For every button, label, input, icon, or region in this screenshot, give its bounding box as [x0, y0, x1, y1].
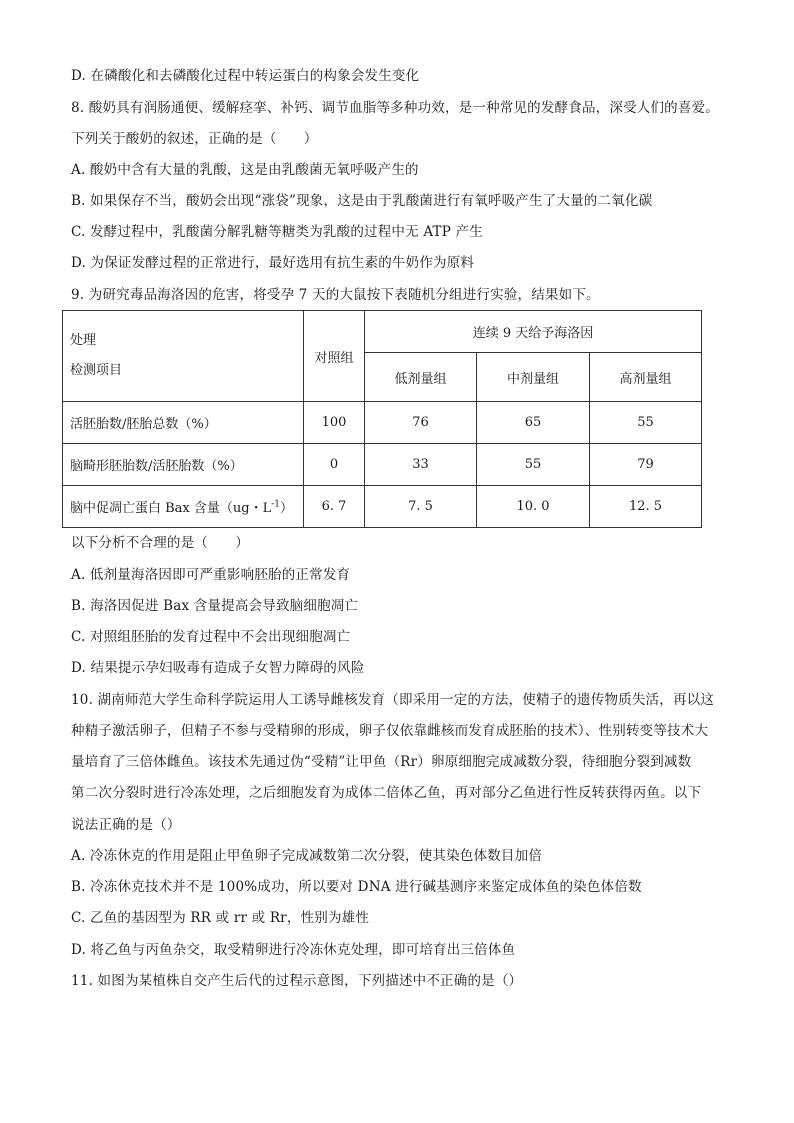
high-dose-header: 高剂量组: [590, 353, 702, 402]
table-header-row: [63, 311, 702, 353]
q8-option-b: B. 如果保存不当，酸奶会出现“涨袋”现象，这是由于乳酸菌进行有氧呼吸产生了大量的二氧化碳: [71, 193, 653, 209]
q10-option-a: A. 冷冻休克的作用是阻止甲鱼卵子完成减数第二次分裂，使其染色体数目加倍: [71, 848, 543, 864]
q10-stem-line-3: 量培育了三倍体雌鱼。该技术先通过伪“受精”让甲鱼（Rr）卵原细胞完成减数分裂，待细胞分裂到减数: [71, 754, 692, 770]
q8-option-a: A. 酸奶中含有大量的乳酸，这是由乳酸菌无氧呼吸产生的: [71, 162, 419, 178]
q9-option-d: D. 结果提示孕妇吸毒有造成子女智力障碍的风险: [71, 660, 365, 676]
table-cell: 55: [590, 402, 702, 444]
table-cell: 0: [304, 444, 365, 486]
table-cell: 12. 5: [590, 486, 702, 528]
unit-exponent: -1: [271, 499, 281, 510]
table-cell: 55: [477, 444, 590, 486]
row-label-text: 脑中促凋亡蛋白 Bax 含量（ug・L: [70, 501, 272, 516]
table-row: [63, 444, 702, 486]
table-row: [63, 402, 702, 444]
q9-option-c: C. 对照组胚胎的发育过程中不会出现细胞凋亡: [71, 629, 351, 645]
q8-stem-line-2: 下列关于酸奶的叙述，正确的是（ ）: [71, 131, 318, 147]
q9-option-b: B. 海洛因促进 Bax 含量提高会导致脑细胞凋亡: [71, 598, 359, 614]
row-label: 活胚胎数/胚胎总数（%）: [63, 402, 304, 444]
corner-label-items: 检测项目: [70, 363, 123, 378]
mid-dose-header: 中剂量组: [477, 353, 590, 402]
table-cell: 33: [365, 444, 477, 486]
row-label-tail: ）: [280, 501, 294, 516]
q9-option-a: A. 低剂量海洛因即可严重影响胚胎的正常发育: [71, 567, 351, 583]
q10-stem-line-1: 10. 湖南师范大学生命科学院运用人工诱导雌核发育（即采用一定的方法，使精子的遗传物质失活，再以这: [71, 692, 715, 708]
q11-stem: 11. 如图为某植株自交产生后代的过程示意图，下列描述中不正确的是（）: [71, 973, 523, 989]
table-row: [63, 486, 702, 528]
control-group-header: 对照组: [304, 311, 365, 402]
q10-stem-line-4: 第二次分裂时进行冷冻处理，之后细胞发育为成体二倍体乙鱼，再对部分乙鱼进行性反转获得丙鱼。以下: [71, 785, 702, 801]
table-cell: 79: [590, 444, 702, 486]
q10-stem-line-2: 种精子激活卵子，但精子不参与受精卵的形成，卵子仅依靠雌核而发育成胚胎的技术）、性别转变等技术大: [71, 723, 709, 739]
q8-stem-line-1: 8. 酸奶具有润肠通便、缓解痉挛、补钙、调节血脂等多种功效，是一种常见的发酵食品，深受人们的喜爱。: [71, 100, 719, 116]
row-label: 脑畸形胚胎数/活胚胎数（%）: [63, 444, 304, 486]
table-cell: 6. 7: [304, 486, 365, 528]
q10-option-b: B. 冷冻休克技术并不是 100%成功，所以要对 DNA 进行碱基测序来鉴定成体鱼的染色体倍数: [71, 879, 642, 895]
q9-stem: 9. 为研究毒品海洛因的危害，将受孕 7 天的大鼠按下表随机分组进行实验，结果如下。: [71, 287, 600, 303]
q10-stem-line-5: 说法正确的是（）: [71, 817, 181, 833]
low-dose-header: 低剂量组: [365, 353, 477, 402]
q9-question: 以下分析不合理的是（ ）: [71, 535, 250, 551]
q8-option-d: D. 为保证发酵过程的正常进行，最好选用有抗生素的牛奶作为原料: [71, 255, 475, 271]
table-cell: 65: [477, 402, 590, 444]
table-cell: 10. 0: [477, 486, 590, 528]
heroin-group-header: 连续 9 天给予海洛因: [365, 311, 702, 353]
row-label: [63, 486, 304, 528]
table-cell: 100: [304, 402, 365, 444]
q8-option-c: C. 发酵过程中，乳酸菌分解乳糖等糖类为乳酸的过程中无 ATP 产生: [71, 224, 483, 240]
q7-option-d: D. 在磷酸化和去磷酸化过程中转运蛋白的构象会发生变化: [71, 68, 420, 84]
table-corner-cell: [63, 311, 304, 402]
table-cell: 7. 5: [365, 486, 477, 528]
q10-option-c: C. 乙鱼的基因型为 RR 或 rr 或 Rr，性别为雄性: [71, 910, 370, 926]
experiment-table: [62, 310, 702, 528]
q10-option-d: D. 将乙鱼与丙鱼杂交，取受精卵进行冷冻休克处理，即可培育出三倍体鱼: [71, 942, 516, 958]
table-cell: 76: [365, 402, 477, 444]
corner-label-treatment: 处理: [70, 333, 97, 348]
